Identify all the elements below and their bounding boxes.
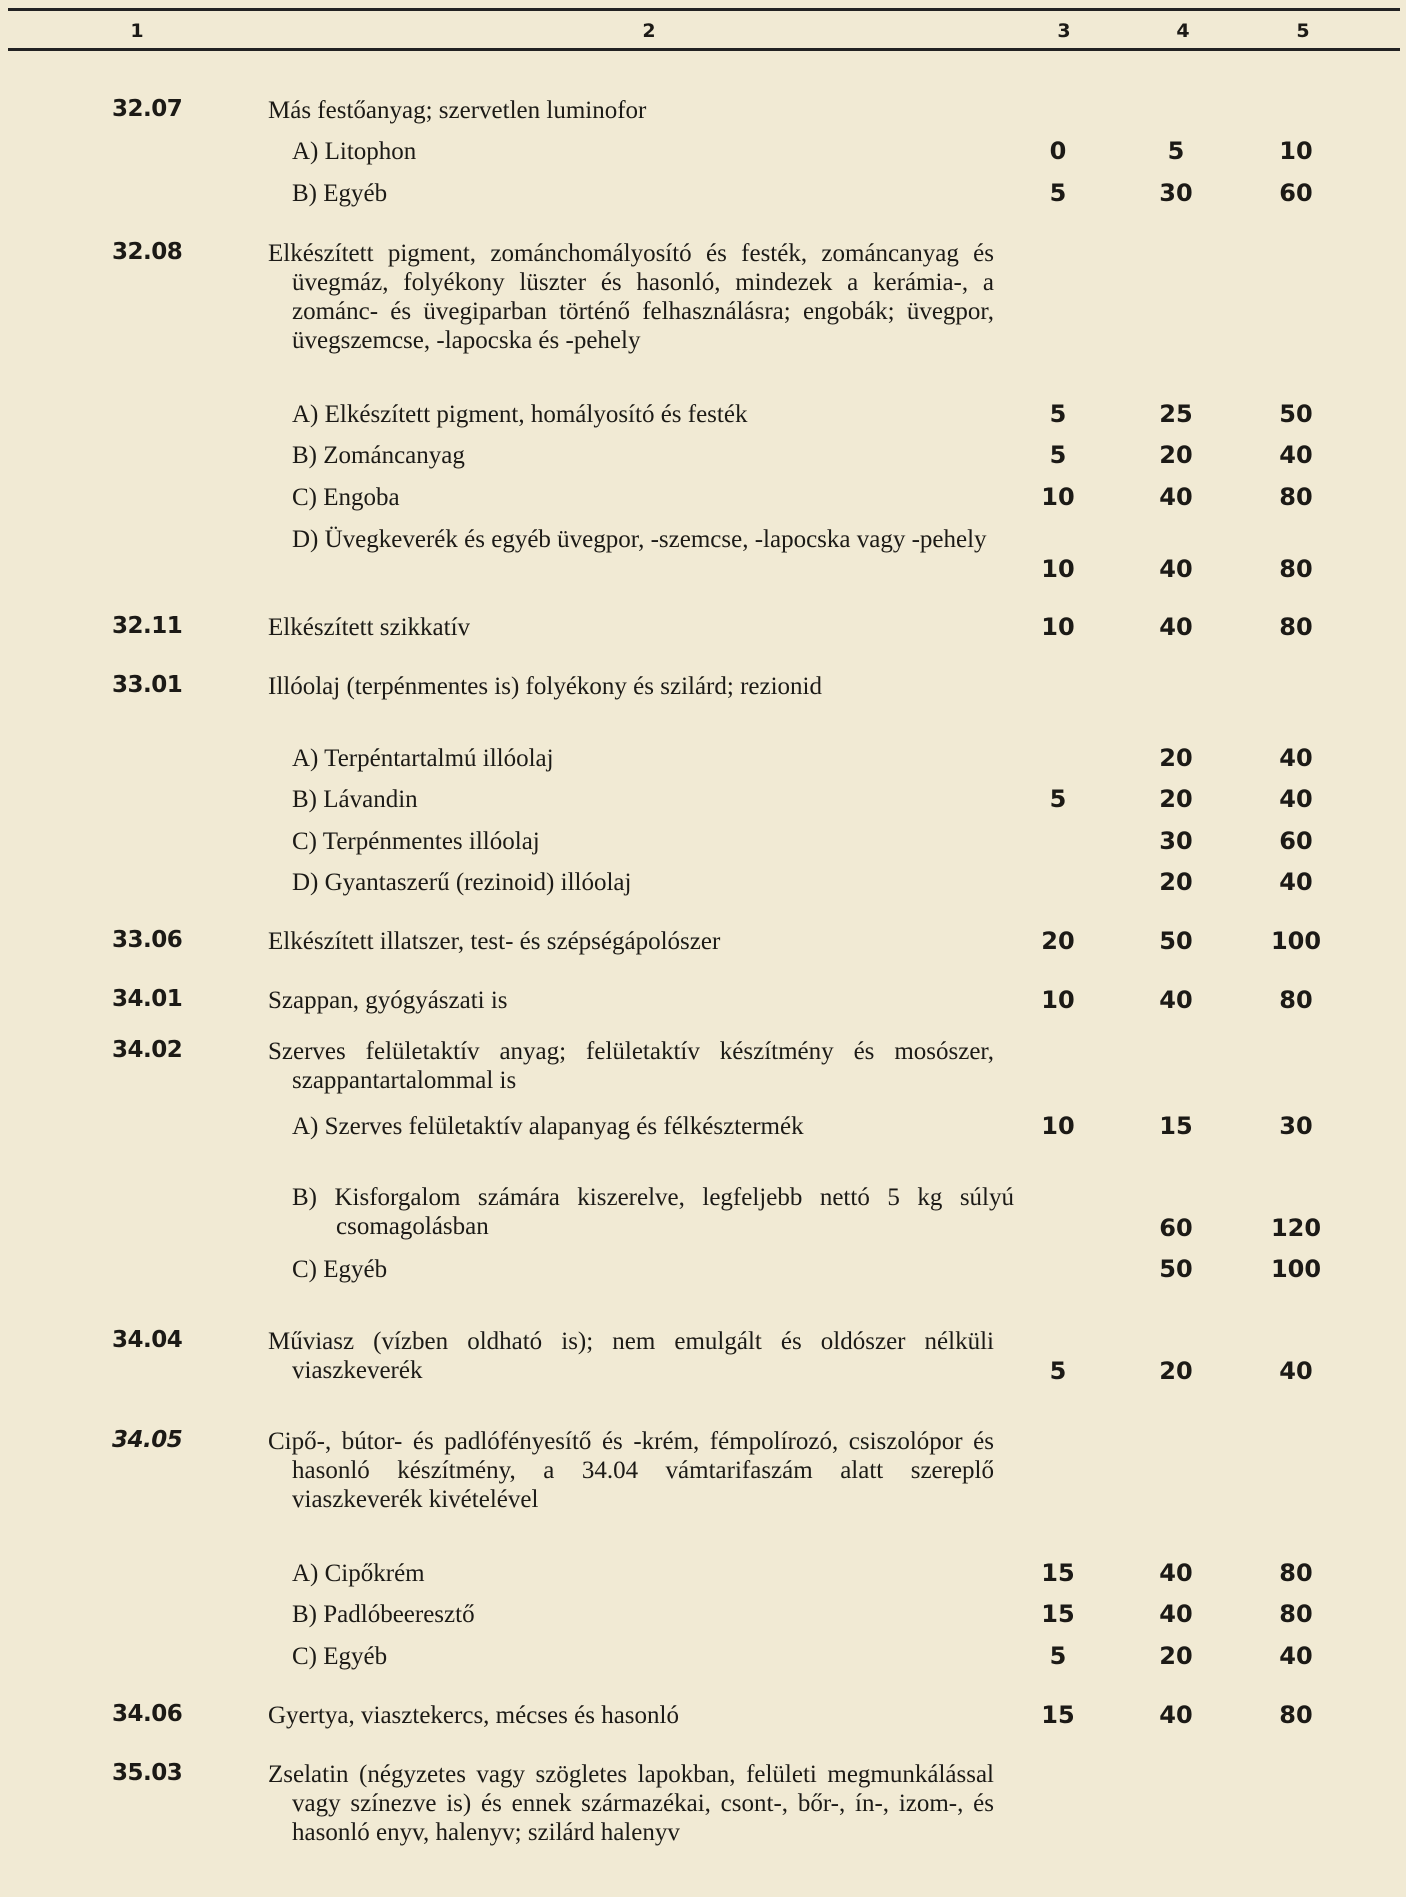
rate-value-col4: 20 xyxy=(1159,1357,1193,1385)
rate-value-col5: 80 xyxy=(1279,613,1313,641)
rate-value-col5: 40 xyxy=(1279,441,1313,469)
rate-value-col4: 50 xyxy=(1159,927,1193,955)
rate-value-col5: 80 xyxy=(1279,1701,1313,1729)
rate-value-col4: 50 xyxy=(1159,1255,1193,1283)
rate-value-col5: 100 xyxy=(1270,927,1322,955)
rate-value-col4: 20 xyxy=(1159,1642,1193,1670)
tariff-code: 32.11 xyxy=(112,613,183,639)
column-header-3: 3 xyxy=(1057,20,1071,42)
rate-value-col4: 40 xyxy=(1159,483,1193,511)
rate-value-col4: 20 xyxy=(1159,785,1193,813)
item-description: Cipő-, bútor- és padlófényesítő és -krém, fémpolírozó, csiszolópor és hasonló készítmény, a 34.04 vámtarifaszám alatt szereplő viaszkeverék kivételével xyxy=(268,1428,994,1513)
tariff-code: 34.02 xyxy=(112,1037,183,1063)
rate-value-col4: 20 xyxy=(1159,744,1193,772)
rate-value-col5: 120 xyxy=(1270,1214,1322,1242)
rate-value-col5: 40 xyxy=(1279,868,1313,896)
column-header-2: 2 xyxy=(642,20,656,42)
rate-value-col5: 80 xyxy=(1279,483,1313,511)
tariff-code: 34.05 xyxy=(112,1427,183,1453)
rate-value-col4: 40 xyxy=(1159,1701,1193,1729)
column-header-5: 5 xyxy=(1296,20,1310,42)
subitem-description: B) Lávandin xyxy=(292,786,418,813)
column-header-4: 4 xyxy=(1176,20,1190,42)
subitem-description: C) Egyéb xyxy=(292,1643,388,1670)
rate-value-col4: 40 xyxy=(1159,1600,1193,1628)
rate-value-col4: 20 xyxy=(1159,441,1193,469)
rate-value-col3: 5 xyxy=(1049,1357,1067,1385)
rate-value-col3: 0 xyxy=(1049,137,1067,165)
rate-value-col4: 40 xyxy=(1159,1559,1193,1587)
rate-value-col5: 40 xyxy=(1279,785,1313,813)
rate-value-col4: 5 xyxy=(1167,137,1185,165)
rate-value-col5: 80 xyxy=(1279,1559,1313,1587)
rate-value-col3: 10 xyxy=(1041,483,1075,511)
rate-value-col5: 40 xyxy=(1279,1357,1313,1385)
rate-value-col3: 10 xyxy=(1041,1112,1075,1140)
rate-value-col4: 40 xyxy=(1159,613,1193,641)
rate-value-col3: 15 xyxy=(1041,1600,1075,1628)
rate-value-col4: 60 xyxy=(1159,1214,1193,1242)
rate-value-col4: 40 xyxy=(1159,986,1193,1014)
subitem-description: A) Litophon xyxy=(292,138,417,165)
subitem-description: C) Terpénmentes illóolaj xyxy=(292,828,540,855)
tariff-code: 33.06 xyxy=(112,927,183,953)
rate-value-col5: 100 xyxy=(1270,1255,1322,1283)
tariff-code: 32.08 xyxy=(112,239,183,265)
tariff-code: 32.07 xyxy=(112,96,183,122)
item-description: Illóolaj (terpénmentes is) folyékony és szilárd; rezionid xyxy=(268,673,822,700)
item-description: Más festőanyag; szervetlen luminofor xyxy=(268,97,647,124)
subitem-description: B) Zománcanyag xyxy=(292,442,465,469)
item-description: Elkészített pigment, zománchomályosító és festék, zománcanyag és üvegmáz, folyékony lüszter és hasonló, mindezek a kerámia-, a zománc- és üvegiparban történő felhasználásra; engobák; üvegpor, üvegszemcse, -lapocska és -pehely xyxy=(268,240,994,354)
subitem-description: A) Terpéntartalmú illóolaj xyxy=(292,745,554,772)
tariff-code: 34.06 xyxy=(112,1701,183,1727)
rate-value-col5: 60 xyxy=(1279,827,1313,855)
rate-value-col4: 15 xyxy=(1159,1112,1193,1140)
rate-value-col5: 10 xyxy=(1279,137,1313,165)
rate-value-col3: 5 xyxy=(1049,441,1067,469)
tariff-code: 34.01 xyxy=(112,986,183,1012)
subitem-description: A) Szerves felületaktív alapanyag és félkésztermék xyxy=(292,1113,804,1140)
rate-value-col5: 60 xyxy=(1279,179,1313,207)
tariff-code: 35.03 xyxy=(112,1760,183,1786)
rate-value-col5: 50 xyxy=(1279,400,1313,428)
rate-value-col5: 80 xyxy=(1279,986,1313,1014)
subitem-description: D) Gyantaszerű (rezinoid) illóolaj xyxy=(292,869,632,896)
item-description: Gyertya, viasztekercs, mécses és hasonló xyxy=(268,1702,679,1729)
rate-value-col4: 40 xyxy=(1159,555,1193,583)
rate-value-col5: 40 xyxy=(1279,744,1313,772)
subitem-description: C) Egyéb xyxy=(292,1256,388,1283)
subitem-description: C) Engoba xyxy=(292,484,400,511)
rate-value-col4: 25 xyxy=(1159,400,1193,428)
rate-value-col5: 80 xyxy=(1279,555,1313,583)
rate-value-col3: 5 xyxy=(1049,1642,1067,1670)
item-description: Szappan, gyógyászati is xyxy=(268,987,508,1014)
subitem-description: B) Egyéb xyxy=(292,180,388,207)
rate-value-col3: 5 xyxy=(1049,179,1067,207)
rate-value-col5: 40 xyxy=(1279,1642,1313,1670)
rate-value-col3: 10 xyxy=(1041,986,1075,1014)
rate-value-col3: 10 xyxy=(1041,613,1075,641)
item-description: Szerves felületaktív anyag; felületaktív készítmény és mosószer, szappantartalommal is xyxy=(268,1038,994,1094)
rate-value-col4: 20 xyxy=(1159,868,1193,896)
rate-value-col3: 5 xyxy=(1049,785,1067,813)
subitem-description: B) Padlóbeeresztő xyxy=(292,1601,475,1628)
subitem-description: A) Cipőkrém xyxy=(292,1560,425,1587)
rate-value-col5: 30 xyxy=(1279,1112,1313,1140)
subitem-description: B) Kisforgalom számára kiszerelve, legfeljebb nettó 5 kg súlyú csomagolásban xyxy=(292,1184,1014,1240)
rate-value-col3: 15 xyxy=(1041,1701,1075,1729)
rate-value-col5: 80 xyxy=(1279,1600,1313,1628)
item-description: Elkészített illatszer, test- és szépségápolószer xyxy=(268,928,721,955)
rate-value-col3: 10 xyxy=(1041,555,1075,583)
item-description: Műviasz (vízben oldható is); nem emulgált és oldószer nélküli viaszkeverék xyxy=(268,1328,994,1384)
rate-value-col3: 15 xyxy=(1041,1559,1075,1587)
rate-value-col3: 20 xyxy=(1041,927,1075,955)
item-description: Elkészített szikkatív xyxy=(268,614,471,641)
item-description: Zselatin (négyzetes vagy szögletes lapokban, felületi megmunkálással vagy színezve is) és ennek származékai, csont-, bőr-, ín-, izom-, és hasonló enyv, halenyv; szilárd halenyv xyxy=(268,1761,994,1846)
column-header-1: 1 xyxy=(130,20,144,42)
rate-value-col4: 30 xyxy=(1159,827,1193,855)
subitem-description: D) Üvegkeverék és egyéb üvegpor, -szemcse, -lapocska vagy -pehely xyxy=(292,526,987,553)
tariff-code: 34.04 xyxy=(112,1327,183,1353)
tariff-code: 33.01 xyxy=(112,672,183,698)
subitem-description: A) Elkészített pigment, homályosító és festék xyxy=(292,401,748,428)
rate-value-col4: 30 xyxy=(1159,179,1193,207)
rate-value-col3: 5 xyxy=(1049,400,1067,428)
